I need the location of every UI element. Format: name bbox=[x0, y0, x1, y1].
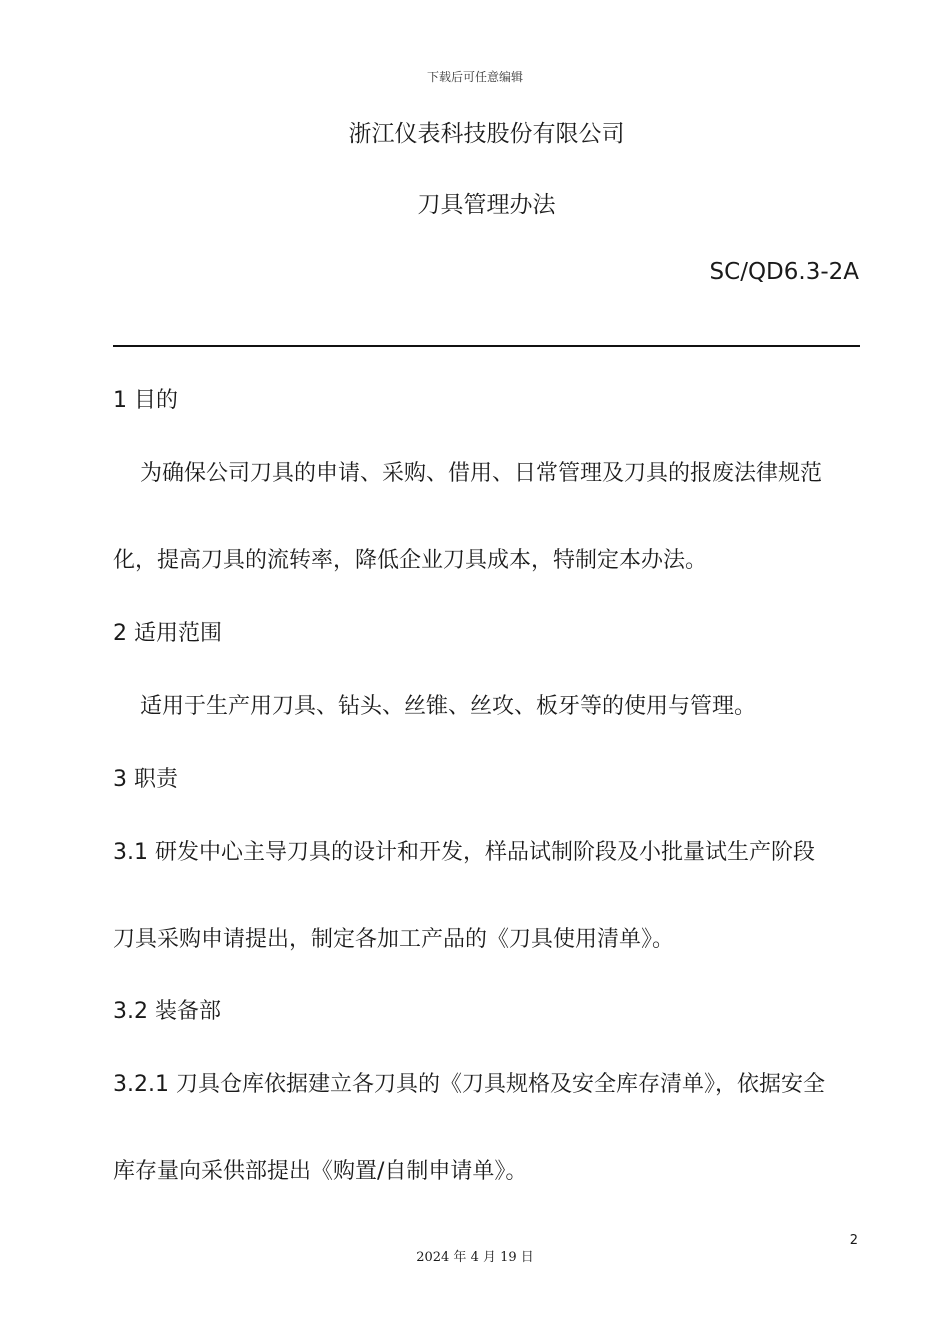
section-2-paragraph: 适用于生产用刀具、钻头、丝锥、丝攻、板牙等的使用与管理。 bbox=[140, 694, 757, 719]
section-1-paragraph-line-2: 化，提高刀具的流转率，降低企业刀具成本，特制定本办法。 bbox=[113, 548, 708, 573]
section-2-heading: 2 适用范围 bbox=[113, 621, 222, 646]
document-code: SC/QD6.3-2A bbox=[709, 259, 859, 285]
company-name: 浙江仪表科技股份有限公司 bbox=[348, 121, 625, 147]
section-3-2-1-line-1: 3.2.1 刀具仓库依据建立各刀具的《刀具规格及安全库存清单》，依据安全 bbox=[113, 1072, 825, 1097]
section-1-heading: 1 目的 bbox=[113, 388, 178, 413]
section-3-2-heading: 3.2 装备部 bbox=[113, 999, 221, 1024]
page-number: 2 bbox=[849, 1233, 858, 1248]
section-3-heading: 3 职责 bbox=[113, 767, 178, 792]
header-note: 下载后可任意编辑 bbox=[426, 70, 523, 84]
header-divider bbox=[113, 345, 860, 347]
section-3-1-line-2: 刀具采购申请提出，制定各加工产品的《刀具使用清单》。 bbox=[113, 927, 675, 952]
document-title: 刀具管理办法 bbox=[417, 192, 556, 218]
section-1-paragraph-line-1: 为确保公司刀具的申请、采购、借用、日常管理及刀具的报废法律规范 bbox=[140, 461, 823, 486]
footer-date: 2024 年 4 月 19 日 bbox=[416, 1250, 534, 1265]
section-3-1-line-1: 3.1 研发中心主导刀具的设计和开发，样品试制阶段及小批量试生产阶段 bbox=[113, 840, 815, 865]
section-3-2-1-line-2: 库存量向采供部提出《购置/自制申请单》。 bbox=[113, 1159, 528, 1184]
